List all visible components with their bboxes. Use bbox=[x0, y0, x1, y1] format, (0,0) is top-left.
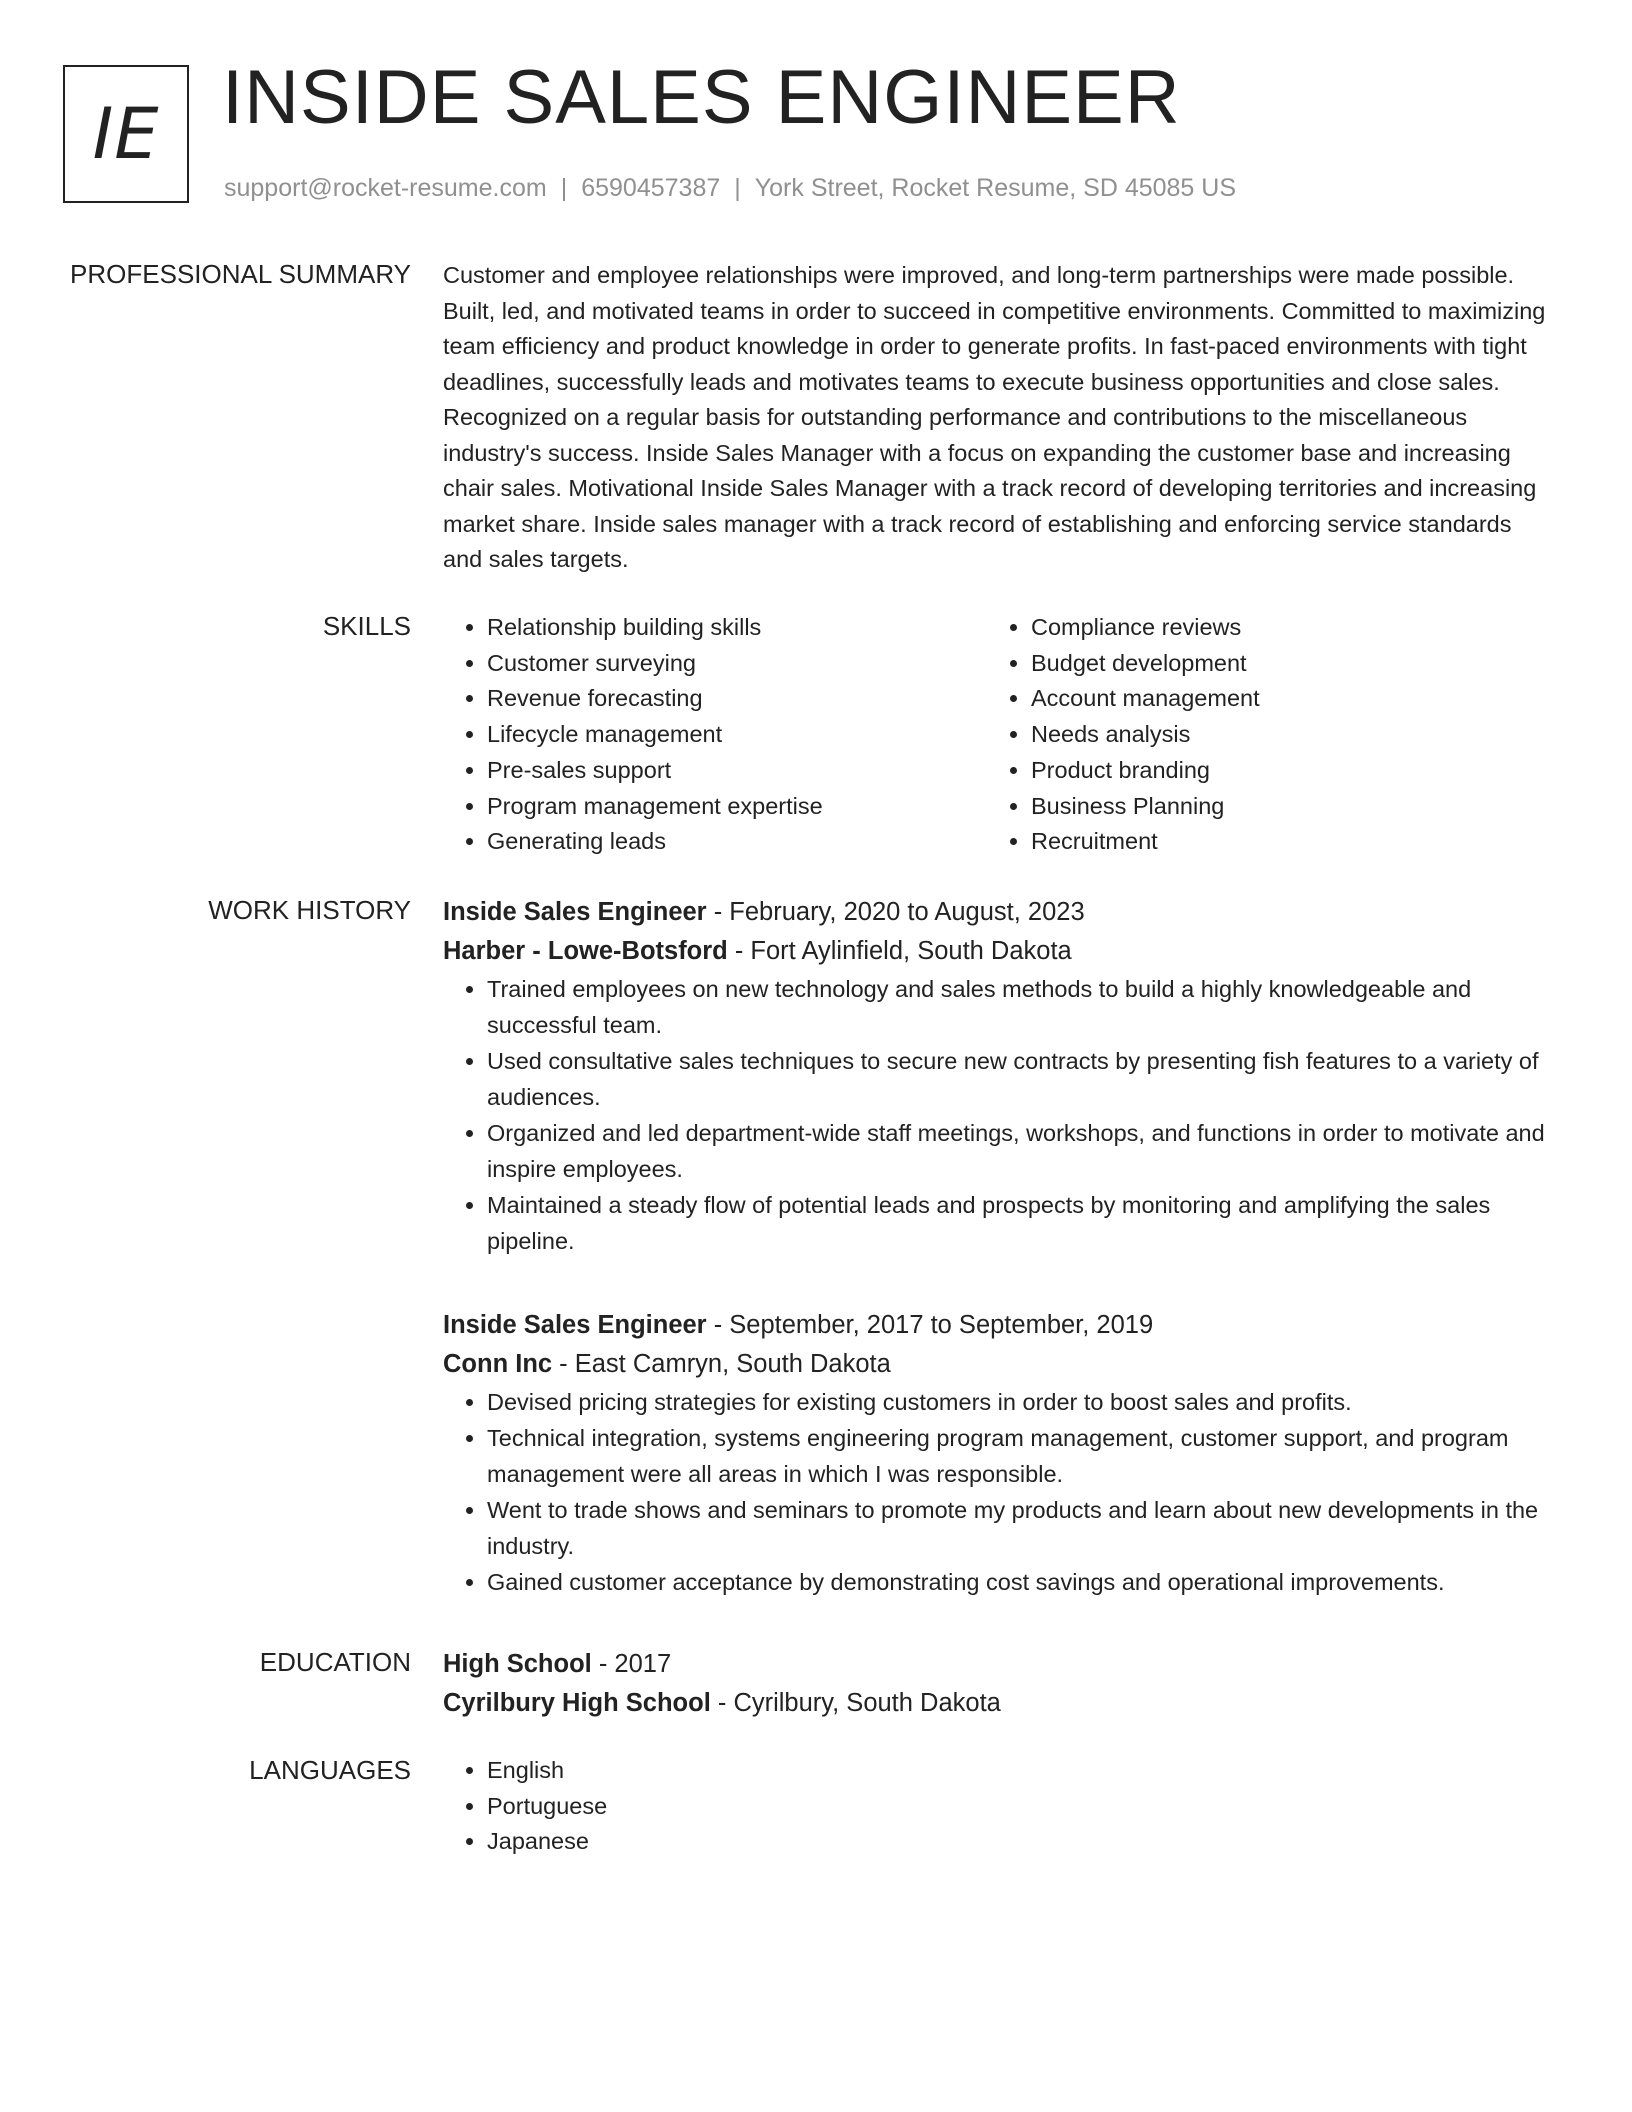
job-title-line bbox=[443, 1306, 1555, 1345]
education-degree: High School bbox=[443, 1650, 592, 1678]
skill-item: • Program management expertise bbox=[487, 789, 987, 825]
skills-column-right bbox=[987, 610, 1531, 860]
job-duties-list bbox=[443, 1384, 1555, 1600]
language-item: • Japanese bbox=[487, 1824, 1555, 1860]
monogram-initials: IE bbox=[92, 93, 160, 175]
skill-item: • Account management bbox=[1031, 681, 1531, 717]
skill-item: • Lifecycle management bbox=[487, 717, 987, 753]
language-item: • Portuguese bbox=[487, 1789, 1555, 1825]
job-entry bbox=[443, 893, 1555, 1259]
job-dates: - February, 2020 to August, 2023 bbox=[706, 898, 1085, 926]
education-school: Cyrilbury High School bbox=[443, 1689, 711, 1717]
job-company: Harber - Lowe-Botsford bbox=[443, 937, 728, 965]
job-duty-item: • Devised pricing strategies for existing customers in order to boost sales and profits. bbox=[487, 1384, 1555, 1420]
contact-phone[interactable]: 6590457387 bbox=[581, 174, 721, 202]
job-entry bbox=[443, 1306, 1555, 1600]
skills-list-right bbox=[987, 610, 1531, 860]
skill-item: • Compliance reviews bbox=[1031, 610, 1531, 646]
job-location: - East Camryn, South Dakota bbox=[552, 1350, 891, 1378]
contact-separator: | bbox=[560, 174, 568, 202]
job-duty-item: • Trained employees on new technology and sales methods to build a highly knowledgeable and successful team. bbox=[487, 971, 1555, 1043]
work-history-heading: WORK HISTORY bbox=[208, 895, 411, 925]
education-year: - 2017 bbox=[591, 1650, 672, 1678]
education-degree-line bbox=[443, 1645, 1555, 1684]
job-company: Conn Inc bbox=[443, 1350, 553, 1378]
education-heading: EDUCATION bbox=[259, 1647, 411, 1677]
monogram-badge bbox=[63, 65, 189, 203]
job-duty-item: • Maintained a steady flow of potential leads and prospects by monitoring and amplifying the sales pipeline. bbox=[487, 1187, 1555, 1259]
skills-list-left bbox=[443, 610, 987, 860]
skill-item: • Product branding bbox=[1031, 753, 1531, 789]
skill-item: • Revenue forecasting bbox=[487, 681, 987, 717]
education-location: - Cyrilbury, South Dakota bbox=[710, 1689, 1001, 1717]
skill-item: • Recruitment bbox=[1031, 824, 1531, 860]
skills-grid bbox=[443, 610, 1555, 860]
skill-item: • Customer surveying bbox=[487, 646, 987, 682]
job-duty-item: • Organized and led department-wide staff meetings, workshops, and functions in order to motivate and inspire employees. bbox=[487, 1115, 1555, 1187]
job-duty-item: • Used consultative sales techniques to secure new contracts by presenting fish features to a variety of audiences. bbox=[487, 1043, 1555, 1115]
summary-body bbox=[443, 258, 1555, 578]
education-school-line bbox=[443, 1684, 1555, 1723]
contact-email[interactable]: support@rocket-resume.com bbox=[224, 174, 547, 202]
job-title-line bbox=[443, 893, 1555, 932]
languages-heading: LANGUAGES bbox=[249, 1755, 411, 1785]
job-title: Inside Sales Engineer bbox=[443, 1311, 707, 1339]
job-location: - Fort Aylinfield, South Dakota bbox=[727, 937, 1072, 965]
job-title: Inside Sales Engineer bbox=[443, 898, 707, 926]
skill-item: • Needs analysis bbox=[1031, 717, 1531, 753]
contact-separator: | bbox=[734, 174, 741, 202]
job-duties-list bbox=[443, 971, 1555, 1259]
job-company-line bbox=[443, 1345, 1555, 1384]
skill-item: • Relationship building skills bbox=[487, 610, 987, 646]
summary-heading: PROFESSIONAL SUMMARY bbox=[70, 259, 411, 289]
contact-line bbox=[224, 174, 1236, 203]
skill-item: • Business Planning bbox=[1031, 789, 1531, 825]
skill-item: • Pre-sales support bbox=[487, 753, 987, 789]
languages-body bbox=[443, 1753, 1555, 1860]
summary-text: Customer and employee relationships were improved, and long-term partnerships were made possible. Built, led, and motivated teams in order to succeed in competitive environments. Committed to maximizing team efficiency and product knowledge in order to generate profits. In fast-paced environments with tight deadlines, successfully leads and motivates teams to execute business opportunities and close sales. Recognized on a regular basis for outstanding performance and contributions to the miscellaneous industry's success. Inside Sales Manager with a focus on expanding the customer base and increasing chair sales. Motivational Inside Sales Manager with a track record of developing territories and increasing market share. Inside sales manager with a track record of establishing and enforcing service standards and sales targets. bbox=[443, 262, 1546, 572]
job-duty-item: • Went to trade shows and seminars to promote my products and learn about new developments in the industry. bbox=[487, 1492, 1555, 1564]
education-entry bbox=[443, 1645, 1555, 1723]
skills-body bbox=[443, 610, 1555, 860]
job-duty-item: • Technical integration, systems engineering program management, customer support, and program management were all areas in which I was responsible. bbox=[487, 1420, 1555, 1492]
skill-item: • Generating leads bbox=[487, 824, 987, 860]
language-item: • English bbox=[487, 1753, 1555, 1789]
languages-list bbox=[443, 1753, 1555, 1860]
job-company-line bbox=[443, 932, 1555, 971]
skill-item: • Budget development bbox=[1031, 646, 1531, 682]
skills-column-left bbox=[443, 610, 987, 860]
job-duty-item: • Gained customer acceptance by demonstrating cost savings and operational improvements. bbox=[487, 1564, 1555, 1600]
resume-title: INSIDE SALES ENGINEER bbox=[222, 55, 1181, 140]
job-dates: - September, 2017 to September, 2019 bbox=[706, 1311, 1154, 1339]
skills-heading: SKILLS bbox=[322, 611, 411, 641]
contact-address: York Street, Rocket Resume, SD 45085 US bbox=[754, 174, 1237, 202]
